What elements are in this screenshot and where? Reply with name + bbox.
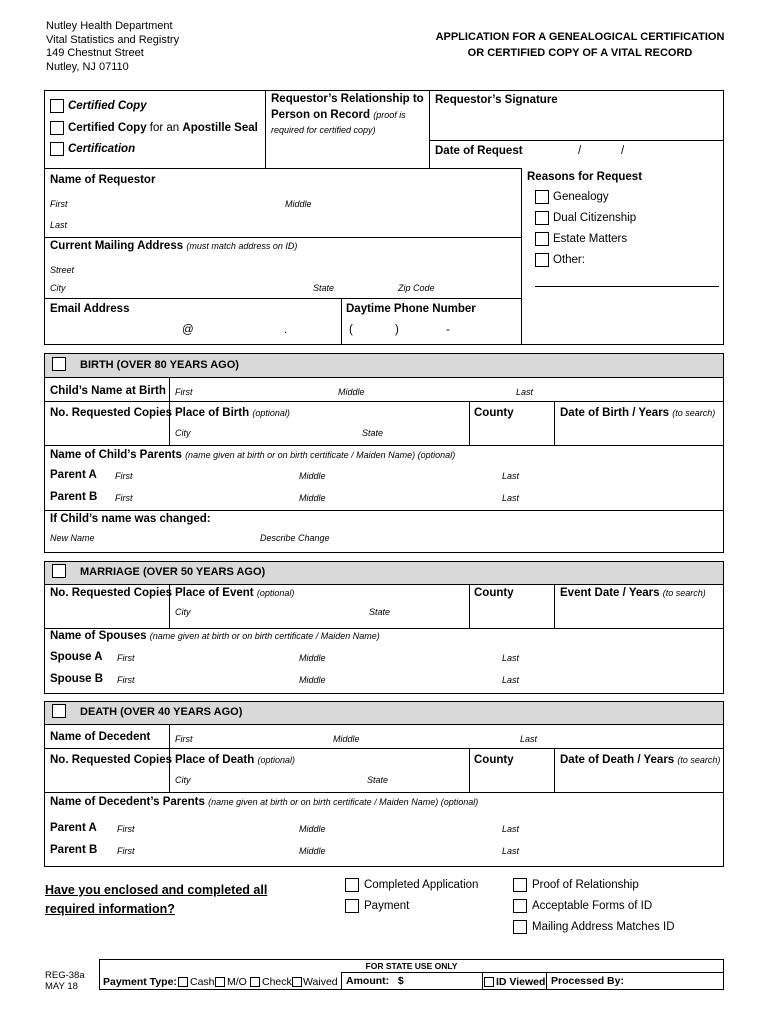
- date-separator: /: [578, 145, 582, 157]
- spouse-b-first: First: [117, 675, 135, 685]
- form-code-text: REG-38a: [45, 970, 85, 981]
- form-date-text: MAY 18: [45, 981, 78, 992]
- estate-matters-checkbox[interactable]: [535, 232, 549, 246]
- parent-b-last: Last: [502, 493, 520, 503]
- death-city-label: City: [175, 775, 191, 785]
- payment-label: Payment: [364, 900, 410, 912]
- divider: [44, 401, 724, 402]
- apostille-checkbox[interactable]: [50, 121, 64, 135]
- other-label: Other:: [553, 254, 585, 266]
- parent-a-first: First: [115, 471, 133, 481]
- birth-city-label: City: [175, 428, 191, 438]
- phone-label: Daytime Phone Number: [346, 303, 476, 315]
- form-title-line-1: APPLICATION FOR A GENEALOGICAL CERTIFICATION: [435, 31, 725, 43]
- divider: [546, 972, 547, 990]
- marriage-copies-label: No. Requested Copies: [50, 587, 173, 599]
- address-line: Nutley Health Department: [46, 20, 173, 32]
- reasons-label: Reasons for Request: [527, 171, 643, 183]
- spouse-b-middle: Middle: [299, 675, 326, 685]
- signature-field[interactable]: [430, 110, 723, 139]
- city-label: City: [50, 283, 66, 293]
- death-parent-a-first: First: [117, 824, 135, 834]
- date-of-death-note: (to search): [677, 755, 721, 765]
- place-of-birth-text: Place of Birth: [175, 407, 250, 419]
- check-checkbox[interactable]: [250, 977, 260, 987]
- apostille-label-part: Certified Copy: [68, 122, 147, 134]
- birth-state-label: State: [362, 428, 384, 438]
- relationship-note: (proof is: [373, 110, 406, 120]
- divider: [469, 584, 470, 628]
- mo-label: M/O: [227, 976, 247, 988]
- proof-of-relationship-checkbox[interactable]: [513, 878, 527, 892]
- dual-citizenship-label: Dual Citizenship: [553, 212, 637, 224]
- apostille-label: [68, 122, 258, 134]
- place-of-death-note: (optional): [257, 755, 295, 765]
- death-county-label: County: [474, 754, 514, 766]
- phone-paren-close: ): [395, 324, 399, 336]
- estate-matters-label: Estate Matters: [553, 233, 628, 245]
- waived-label: Waived: [303, 976, 338, 988]
- spouse-b-label: Spouse B: [50, 673, 104, 685]
- marriage-header: MARRIAGE (OVER 50 YEARS AGO): [80, 566, 266, 578]
- spouses-note: (name given at birth or on birth certificate / Maiden Name): [149, 631, 380, 641]
- waived-checkbox[interactable]: [292, 977, 302, 987]
- proof-of-relationship-label: Proof of Relationship: [532, 879, 639, 891]
- divider: [44, 445, 724, 446]
- spouse-a-last: Last: [502, 653, 520, 663]
- requestor-last-label: Last: [50, 220, 68, 230]
- acceptable-id-label: Acceptable Forms of ID: [532, 900, 653, 912]
- date-of-birth-label: [560, 407, 715, 419]
- department-address: [46, 20, 179, 74]
- street-label: Street: [50, 265, 75, 275]
- completed-application-checkbox[interactable]: [345, 878, 359, 892]
- divider: [482, 972, 724, 973]
- date-of-death-text: Date of Death / Years: [560, 754, 675, 766]
- death-parent-a-last: Last: [502, 824, 520, 834]
- death-copies-label: No. Requested Copies: [50, 754, 173, 766]
- completed-application-label: Completed Application: [364, 879, 479, 891]
- child-last-label: Last: [516, 387, 534, 397]
- event-date-note: (to search): [662, 588, 706, 598]
- phone-dash: -: [446, 324, 450, 336]
- zip-label: Zip Code: [398, 283, 435, 293]
- divider: [44, 298, 522, 299]
- mailing-matches-id-checkbox[interactable]: [513, 920, 527, 934]
- certification-checkbox[interactable]: [50, 142, 64, 156]
- divider: [554, 748, 555, 792]
- divider: [44, 510, 724, 511]
- event-date-label: [560, 587, 706, 599]
- birth-header: BIRTH (OVER 80 YEARS AGO): [80, 359, 239, 371]
- death-parent-b-label: Parent B: [50, 844, 98, 856]
- state-use-label: FOR STATE USE ONLY: [365, 961, 458, 971]
- new-name-label: New Name: [50, 533, 95, 543]
- date-separator: /: [621, 145, 625, 157]
- divider: [44, 377, 724, 378]
- relationship-field[interactable]: [266, 138, 428, 166]
- id-viewed-checkbox[interactable]: [484, 977, 494, 987]
- relationship-label-2: [271, 109, 406, 121]
- death-header: DEATH (OVER 40 YEARS AGO): [80, 706, 243, 718]
- spouses-label: [50, 630, 380, 642]
- requestor-first-label: First: [50, 199, 68, 209]
- email-dot: .: [284, 324, 288, 336]
- payment-type-label: Payment Type:: [103, 976, 177, 988]
- decedent-parents-label: [50, 796, 478, 808]
- amount-label: Amount: $: [346, 975, 404, 987]
- genealogy-checkbox[interactable]: [535, 190, 549, 204]
- parent-a-last: Last: [502, 471, 520, 481]
- place-of-birth-label: [175, 407, 290, 419]
- spouse-a-label: Spouse A: [50, 651, 103, 663]
- certified-copy-checkbox[interactable]: [50, 99, 64, 113]
- apostille-label-part: for an: [146, 122, 183, 134]
- address-line: 149 Chestnut Street: [46, 47, 144, 59]
- form-code: [45, 970, 85, 992]
- spouse-b-last: Last: [502, 675, 520, 685]
- apostille-label-part: Apostille Seal: [182, 122, 258, 134]
- email-label: Email Address: [50, 303, 130, 315]
- divider: [469, 401, 470, 445]
- divider: [429, 140, 724, 141]
- death-state-label: State: [367, 775, 389, 785]
- divider: [44, 748, 724, 749]
- parent-a-middle: Middle: [299, 471, 326, 481]
- mailing-matches-id-label: Mailing Address Matches ID: [532, 921, 675, 933]
- relationship-label-part: Person on Record: [271, 109, 371, 121]
- divider: [44, 724, 724, 725]
- certified-copy-label: Certified Copy: [68, 100, 147, 112]
- cash-label: Cash: [190, 976, 215, 988]
- dual-citizenship-checkbox[interactable]: [535, 211, 549, 225]
- childs-name-label: Child’s Name at Birth: [50, 385, 166, 397]
- relationship-label: Requestor’s Relationship to: [271, 93, 424, 105]
- checklist-question-line: required information?: [45, 902, 175, 916]
- parent-a-label: Parent A: [50, 469, 97, 481]
- divider: [44, 792, 724, 793]
- place-of-event-label: [175, 587, 294, 599]
- spouse-a-first: First: [117, 653, 135, 663]
- other-reason-line[interactable]: [535, 286, 719, 287]
- childs-parents-text: Name of Child’s Parents: [50, 449, 182, 461]
- check-label: Check: [262, 976, 292, 988]
- date-of-birth-text: Date of Birth / Years: [560, 407, 670, 419]
- date-of-birth-note: (to search): [672, 408, 716, 418]
- divider: [44, 628, 724, 629]
- parent-b-middle: Middle: [299, 493, 326, 503]
- child-middle-label: Middle: [338, 387, 365, 397]
- divider: [44, 584, 724, 585]
- marriage-county-label: County: [474, 587, 514, 599]
- name-changed-label: If Child’s name was changed:: [50, 513, 211, 525]
- form-title-line-2: OR CERTIFIED COPY OF A VITAL RECORD: [467, 47, 693, 59]
- place-of-death-text: Place of Death: [175, 754, 255, 766]
- checklist-question-line: Have you enclosed and completed all: [45, 883, 268, 897]
- requestor-name-label: Name of Requestor: [50, 174, 156, 186]
- cash-checkbox[interactable]: [178, 977, 188, 987]
- form-title: [430, 29, 730, 61]
- divider: [554, 584, 555, 628]
- decedent-parents-note: (name given at birth or on birth certificate / Maiden Name) (optional): [208, 797, 479, 807]
- divider: [521, 168, 522, 345]
- parent-b-first: First: [115, 493, 133, 503]
- divider: [482, 972, 483, 990]
- checklist-question: [45, 881, 267, 919]
- divider: [341, 298, 342, 345]
- describe-change-label: Describe Change: [260, 533, 330, 543]
- death-checkbox[interactable]: [52, 704, 66, 718]
- processed-by-label: Processed By:: [551, 975, 624, 987]
- event-date-text: Event Date / Years: [560, 587, 660, 599]
- state-label: State: [313, 283, 335, 293]
- death-parent-a-label: Parent A: [50, 822, 97, 834]
- mailing-address-note: (must match address on ID): [186, 241, 298, 251]
- place-of-birth-note: (optional): [252, 408, 290, 418]
- childs-parents-label: [50, 449, 455, 461]
- signature-label: Requestor’s Signature: [435, 94, 558, 106]
- parent-b-label: Parent B: [50, 491, 98, 503]
- marriage-city-label: City: [175, 607, 191, 617]
- death-parent-b-middle: Middle: [299, 846, 326, 856]
- spouse-a-middle: Middle: [299, 653, 326, 663]
- requestor-middle-label: Middle: [285, 199, 312, 209]
- mailing-address-label-text: Current Mailing Address: [50, 240, 184, 252]
- divider: [554, 401, 555, 445]
- place-of-event-note: (optional): [256, 588, 295, 598]
- childs-parents-note: (name given at birth or on birth certificate / Maiden Name) (optional): [185, 450, 456, 460]
- child-first-label: First: [175, 387, 193, 397]
- decedent-parents-text: Name of Decedent’s Parents: [50, 796, 205, 808]
- date-of-request-label: Date of Request: [435, 145, 523, 157]
- genealogy-label: Genealogy: [553, 191, 609, 203]
- death-parent-a-middle: Middle: [299, 824, 326, 834]
- death-parent-b-first: First: [117, 846, 135, 856]
- place-of-death-label: [175, 754, 295, 766]
- place-of-event-text: Place of Event: [175, 587, 254, 599]
- divider: [341, 972, 342, 990]
- relationship-note-2: required for certified copy): [271, 125, 376, 135]
- decedent-label: Name of Decedent: [50, 731, 151, 743]
- birth-copies-label: No. Requested Copies: [50, 407, 173, 419]
- marriage-checkbox[interactable]: [52, 564, 66, 578]
- marriage-state-label: State: [369, 607, 391, 617]
- id-viewed-label: ID Viewed: [496, 976, 546, 988]
- payment-checkbox[interactable]: [345, 899, 359, 913]
- mo-checkbox[interactable]: [215, 977, 225, 987]
- death-parent-b-last: Last: [502, 846, 520, 856]
- divider: [44, 168, 522, 169]
- phone-paren-open: (: [349, 324, 353, 336]
- decedent-last: Last: [520, 734, 538, 744]
- decedent-first: First: [175, 734, 193, 744]
- mailing-address-label: [50, 240, 297, 252]
- divider: [341, 972, 482, 973]
- divider: [469, 748, 470, 792]
- spouses-text: Name of Spouses: [50, 630, 147, 642]
- email-at-sign: @: [182, 324, 194, 336]
- address-line: Nutley, NJ 07110: [46, 60, 129, 73]
- certification-label: Certification: [68, 143, 136, 155]
- divider: [44, 237, 522, 238]
- birth-county-label: County: [474, 407, 514, 419]
- acceptable-id-checkbox[interactable]: [513, 899, 527, 913]
- address-line: Vital Statistics and Registry: [46, 33, 180, 46]
- date-of-death-label: [560, 754, 720, 766]
- other-checkbox[interactable]: [535, 253, 549, 267]
- decedent-middle: Middle: [333, 734, 360, 744]
- birth-checkbox[interactable]: [52, 357, 66, 371]
